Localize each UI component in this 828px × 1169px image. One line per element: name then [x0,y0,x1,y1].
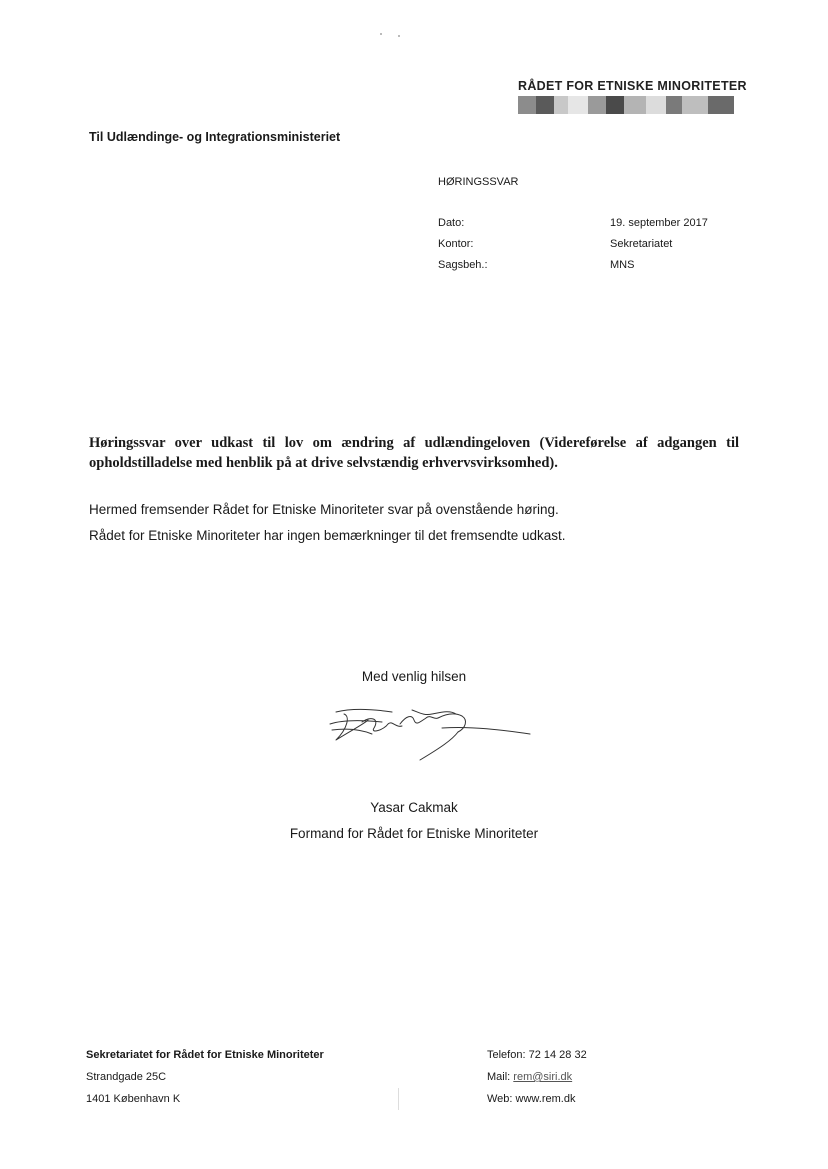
scan-speck [380,33,382,35]
document-type: HØRINGSSVAR [438,176,519,188]
date-label: Dato: [438,217,465,229]
office-value: Sekretariatet [610,238,673,250]
date-value: 19. september 2017 [610,217,708,229]
footer-mail [487,1071,572,1083]
case-handler-label: Sagsbeh.: [438,259,488,271]
scan-speck [398,35,400,37]
email-link[interactable]: rem@siri.dk [513,1071,573,1083]
body-paragraph-2: Rådet for Etniske Minoriteter har ingen bemærkninger til det fremsendte udkast. [89,528,566,543]
office-label: Kontor: [438,238,474,250]
footer-street: Strandgade 25C [86,1071,167,1083]
signer-name: Yasar Cakmak [370,800,458,815]
footer-city: 1401 København K [86,1093,181,1105]
mail-label: Mail: [487,1071,511,1083]
letterhead-color-bar [518,96,734,114]
body-paragraph-1: Hermed fremsender Rådet for Etniske Minoriteter svar på ovenstående høring. [89,502,559,517]
organization-name: RÅDET FOR ETNISKE MINORITETER [518,79,747,93]
color-bar-segment [682,96,708,114]
color-bar-segment [588,96,606,114]
color-bar-segment [624,96,646,114]
phone-label: Telefon: [487,1049,526,1061]
footer-organization: Sekretariatet for Rådet for Etniske Minoriteter [86,1049,324,1061]
phone-number: 72 14 28 32 [528,1049,587,1061]
signer-title: Formand for Rådet for Etniske Minoriteter [289,826,539,841]
footer-phone [487,1049,587,1061]
case-handler-value: MNS [610,259,635,271]
scan-mark [398,1088,399,1110]
color-bar-segment [568,96,588,114]
web-link[interactable]: www.rem.dk [515,1093,576,1105]
color-bar-segment [666,96,682,114]
color-bar-segment [606,96,624,114]
color-bar-segment [518,96,536,114]
web-label: Web: [487,1093,513,1105]
color-bar-segment [646,96,666,114]
handwritten-signature [322,700,532,765]
color-bar-segment [708,96,734,114]
color-bar-segment [554,96,568,114]
footer-web [487,1093,575,1105]
closing-greeting: Med venlig hilsen [361,669,467,684]
subject-heading: Høringssvar over udkast til lov om ændring af udlændingeloven (Videreførelse af adgangen til opholdstilladelse med henblik på at drive selvstændig erhvervsvirksomhed). [89,435,739,471]
color-bar-segment [536,96,554,114]
recipient-heading: Til Udlændinge- og Integrationsministeriet [89,130,341,144]
